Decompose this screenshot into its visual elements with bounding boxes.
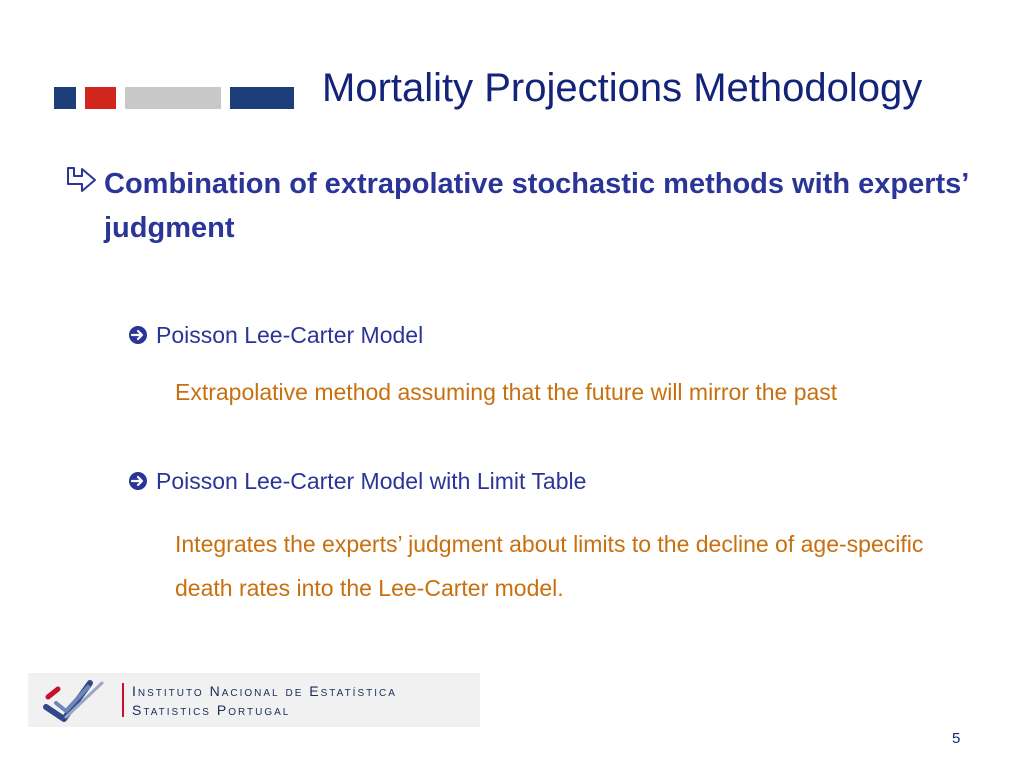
slide-title: Mortality Projections Methodology	[322, 66, 923, 110]
logo-separator	[122, 683, 124, 717]
header-bar-red	[85, 87, 116, 109]
sub-item-label: Poisson Lee-Carter Model	[156, 322, 424, 348]
sub-item-label: Poisson Lee-Carter Model with Limit Table	[156, 468, 587, 494]
sub-item-poisson-lee-carter	[128, 321, 423, 349]
header-bar-gray	[125, 87, 221, 109]
ine-checkmark-logo-icon	[36, 677, 116, 723]
sub-item-poisson-lee-carter-limit-table	[128, 467, 586, 495]
logo-english-name: Statistics Portugal	[132, 702, 291, 718]
hollow-right-arrow-icon	[62, 164, 98, 200]
page-number: 5	[952, 730, 961, 747]
circled-right-arrow-icon	[128, 325, 148, 345]
ine-logo	[28, 673, 480, 727]
sub-item-description: Integrates the experts’ judgment about limits to the decline of age-specific death rates into the Lee-Carter model.	[175, 531, 924, 601]
sub-item-description: Extrapolative method assuming that the future will mirror the past	[175, 379, 838, 405]
main-bullet-text: Combination of extrapolative stochastic methods with experts’ judgment	[104, 168, 968, 244]
header-bar-navy-large	[230, 87, 294, 109]
logo-institute-name: Instituto Nacional de Estatística	[132, 683, 397, 699]
header-bar-navy-small	[54, 87, 76, 109]
circled-right-arrow-icon	[128, 471, 148, 491]
